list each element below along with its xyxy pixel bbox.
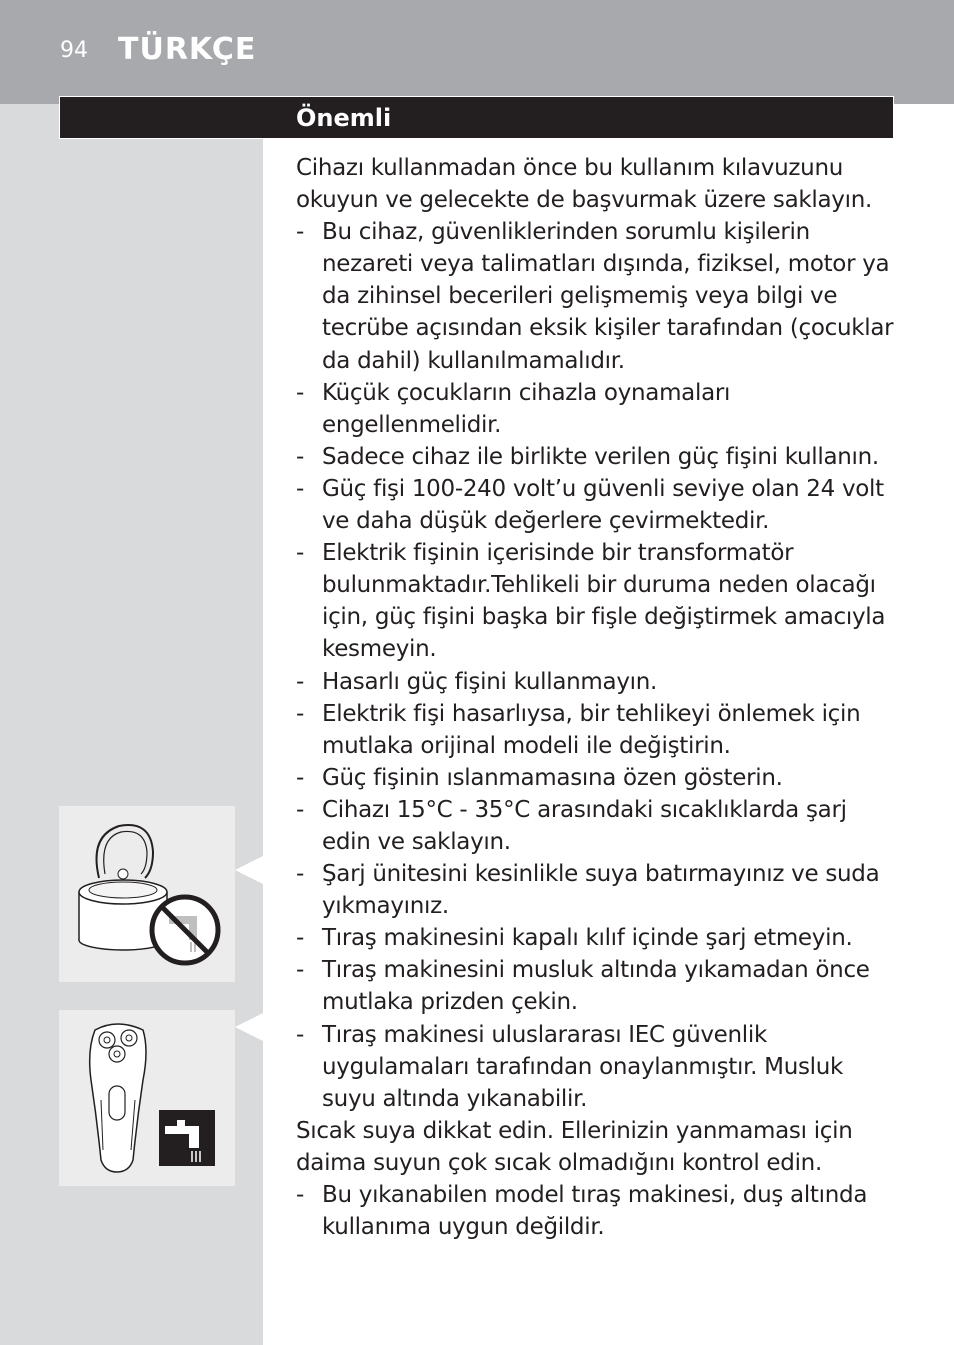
intro-paragraph: Cihazı kullanmadan önce bu kullanım kılavuzunu okuyun ve gelecekte de başvurmak üzere saklayın. [296,155,872,214]
no-tap-water-icon [152,897,218,963]
list-item: - Sadece cihaz ile birlikte verilen güç fişini kullanın. [296,443,879,470]
charger-no-water-figure [59,806,235,982]
list-item: - Tıraş makinesini musluk altında yıkamadan önce mutlaka prizden çekin. [296,957,870,1016]
list-item: - Cihazı 15°C - 35°C arasındaki sıcaklıklarda şarj edin ve saklayın. [296,796,847,855]
tap-water-icon [159,1110,215,1166]
figure-pointer [235,856,263,884]
safety-list [296,216,896,1115]
list-item: - Küçük çocukların cihazla oynamaları engellenmelidir. [296,379,731,438]
list-item: - Tıraş makinesini kapalı kılıf içinde şarj etmeyin. [296,925,853,952]
list-item: - Güç fişi 100-240 volt’u güvenli seviye olan 24 volt ve daha düşük değerlere çevirmektedir. [296,475,884,535]
shaver-illustration [59,1010,235,1186]
section-title: Önemli [296,104,392,132]
section-header [59,96,894,139]
figure-pointer [235,1013,263,1041]
list-item: - Hasarlı güç fişini kullanmayın. [296,668,658,695]
main-content [296,152,896,1243]
list-item: - Güç fişinin ıslanmamasına özen gösterin. [296,764,783,791]
list-item: - Şarj ünitesini kesinlikle suya batırmayınız ve suda yıkmayınız. [296,861,880,920]
page-number: 94 [60,38,88,63]
charger-illustration [59,806,235,982]
shaver-water-figure [59,1010,235,1186]
shower-list [296,1179,896,1243]
list-item: - Elektrik fişinin içerisinde bir transformatör bulunmaktadır.Tehlikeli bir duruma neden olacağı için, güç fişini başka bir fişle değiştirmek amacıyla kesmeyin. [296,540,886,663]
language-title: TÜRKÇE [118,32,257,67]
list-item: - Tıraş makinesi uluslararası IEC güvenlik uygulamaları tarafından onaylanmıştır. Musluk suyu altında yıkanabilir. [296,1021,844,1112]
hot-water-warning: Sıcak suya dikkat edin. Ellerinizin yanmaması için daima suyun çok sıcak olmadığını kontrol edin. [296,1117,853,1176]
list-item: - Bu cihaz, güvenliklerinden sorumlu kişilerin nezareti veya talimatları dışında, fiziksel, motor ya da zihinsel becerileri gelişmemiş veya bilgi ve tecrübe açısından eksik kişiler tarafından (çocuklar da dahil) kullanılmamalıdır. [296,219,894,374]
list-item: - Bu yıkanabilen model tıraş makinesi, duş altında kullanıma uygun değildir. [296,1182,868,1241]
list-item: - Elektrik fişi hasarlıysa, bir tehlikeyi önlemek için mutlaka orijinal modeli ile değiştirin. [296,700,861,759]
